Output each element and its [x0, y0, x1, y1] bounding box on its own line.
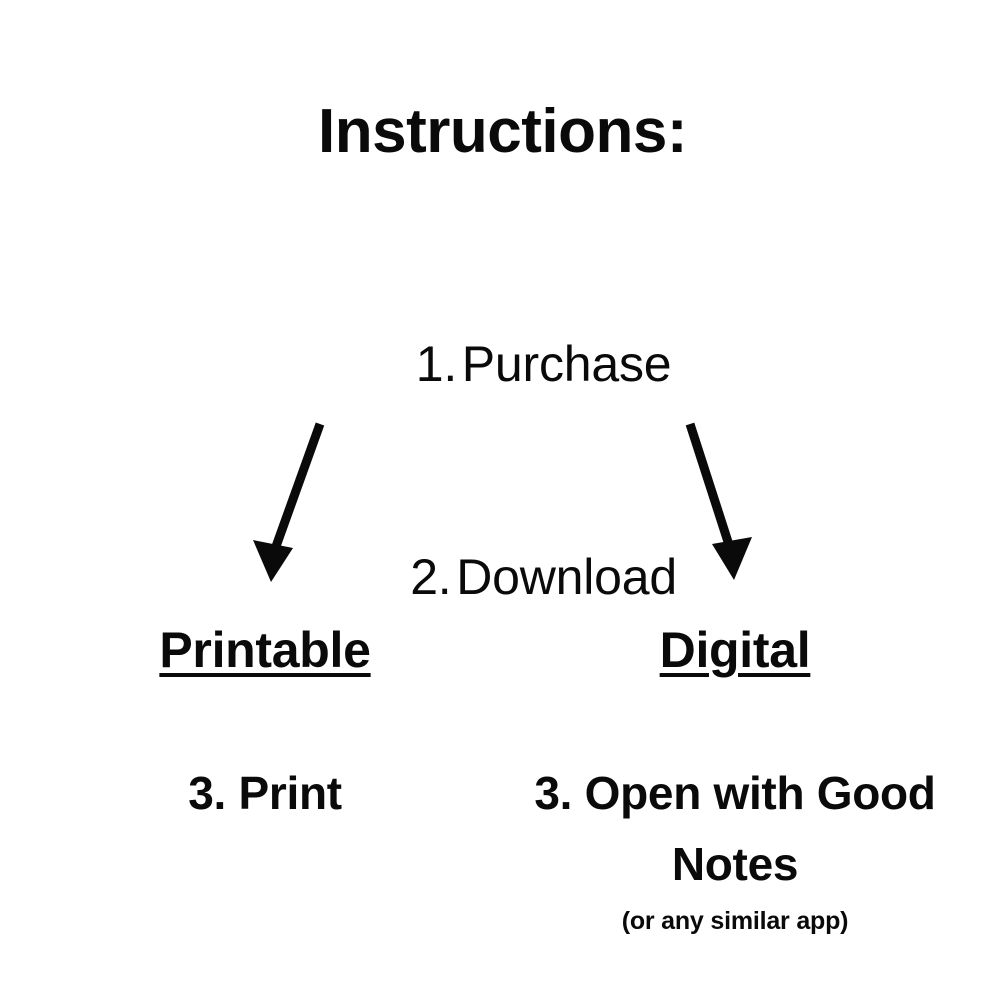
branch-note-digital: (or any similar app): [621, 906, 849, 935]
step-number: 2.: [410, 549, 452, 605]
step-number: 1.: [415, 336, 458, 392]
page-title: Instructions:: [318, 97, 687, 166]
list-item: [0, 258, 1005, 471]
branch-body-printable: 3. Print: [188, 767, 342, 819]
branch-heading-digital: Digital: [659, 622, 811, 678]
branch-heading-printable: Printable: [159, 622, 371, 678]
step-label: Download: [456, 549, 677, 605]
branch-digital: [505, 620, 965, 936]
branch-body-digital: 3. Open with Good Notes: [534, 767, 936, 891]
step-label: Purchase: [461, 336, 672, 392]
branch-printable: [35, 620, 495, 829]
